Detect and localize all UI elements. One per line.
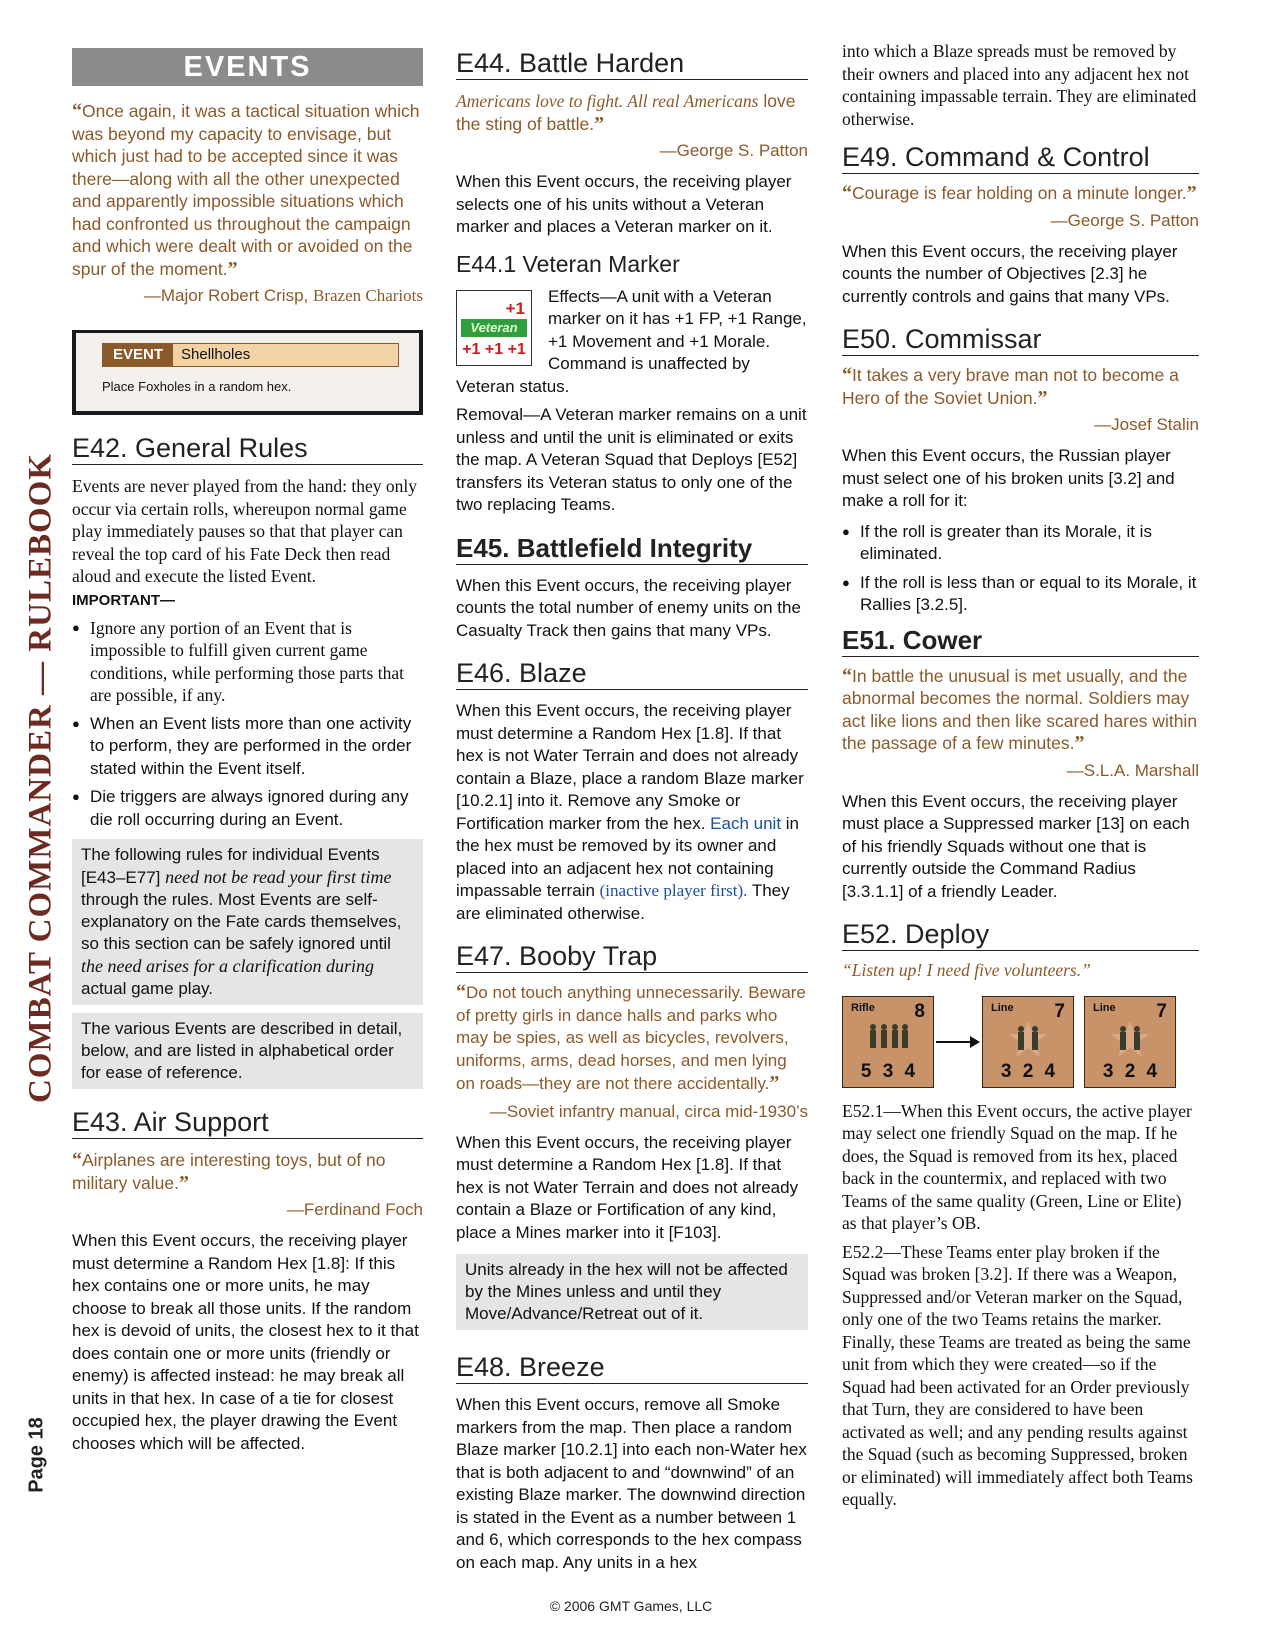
e52-heading: E52. Deploy <box>842 919 1199 951</box>
e47-note-box: Units already in the hex will not be affected by the Mines unless and until they Move/Advance/Retreat out of it. <box>456 1254 808 1330</box>
important-label: IMPORTANT— <box>72 591 176 609</box>
note-box-reading: The following rules for individual Events [E43–E77] need not be read your first time through the rules. Most Events are self-explanatory on the Fate cards themselves, so this section can be safely ignored until the need arises for a clarification during actual game play. <box>72 839 423 1005</box>
e50-attribution: —Josef Stalin <box>1094 415 1199 434</box>
e45-body: When this Event occurs, the receiving player counts the total number of enemy units on the Casualty Track then gains that many VPs. <box>456 575 801 640</box>
opening-quote-attribution: —Major Robert Crisp, Brazen Chariots <box>143 286 423 305</box>
e46-body: When this Event occurs, the receiving player must determine a Random Hex [1.8]. If that hex is not Water Terrain and does not already contain a Blaze, place a random Blaze marker [10.2.1] into it. Remove any Smoke or Fortification marker from the hex. Each unit in the hex must be removed by its owner and placed into an adjacent hex not containing impassable terrain (inactive player first). They are eliminated otherwise. <box>456 701 804 923</box>
e522-body: E52.2—These Teams enter play broken if the Squad was broken [3.2]. If there was a Weapon, Suppressed and/or Veteran marker on the Squad, only one of the two Teams retains the marker. Finally, these Teams are treated as being the same unit from which they were created—so if the Squad had been activated for an Order previously that Turn, they are considered to have been activated as well; and any pending results against the Squad (such as becoming Suppressed, broken or eliminated) will immediately affect both Teams equally. <box>842 1241 1193 1509</box>
e46-heading: E46. Blaze <box>456 658 808 690</box>
e50-bullet-list <box>842 521 1199 617</box>
e50-quote: “It takes a very brave man not to become a Hero of the Soviet Union.” <box>842 364 1179 409</box>
deploy-counters-illustration <box>842 996 1199 1088</box>
note-box-order: The various Events are described in detail, below, and are listed in alphabetical order for ease of reference. <box>72 1013 423 1089</box>
e47-quote: “Do not touch anything unnecessarily. Beware of pretty girls in dance halls and parks who may be spies, as well as bicycles, revolvers, uniforms, arms, dead horses, and men lying on roads—they are not there accidentally.” <box>456 981 806 1094</box>
e50-heading: E50. Commissar <box>842 324 1199 356</box>
line-team-counter: Line 7 3 2 4 <box>1084 996 1176 1088</box>
e42-heading: E42. General Rules <box>72 433 423 465</box>
e42-body: Events are never played from the hand: they only occur via certain rolls, whereupon normal game play immediately pauses so that that player can reveal the top card of his Fate Deck then read aloud and execute the listed Event. <box>72 476 418 586</box>
event-card-tag: EVENT <box>103 344 173 366</box>
e44-heading: E44. Battle Harden <box>456 48 808 80</box>
e52-quote: “Listen up! I need five volunteers.” <box>842 960 1091 980</box>
arrow-right-icon <box>934 1032 982 1052</box>
list-item: ● Die triggers are always ignored during any die roll occurring during an Event. <box>72 786 423 831</box>
column-3 <box>842 40 1199 1511</box>
e48-body: When this Event occurs, remove all Smoke markers from the map. Then place a random Blaze marker [10.2.1] into each non-Water hex that is both adjacent to and “downwind” of an existing Blaze marker. The downwind direction is stated in the Event as a number between 1 and 6, which corresponds to the hex compass on each map. Any units in a hex <box>456 1395 807 1572</box>
column-1 <box>72 40 423 1455</box>
e47-heading: E47. Booby Trap <box>456 941 808 973</box>
e47-body: When this Event occurs, the receiving player must determine a Random Hex [1.8]. If that hex is not Water Terrain and does not already contain a Blaze or Fortification of any kind, place a Mines marker into it [F103]. <box>456 1132 799 1242</box>
soldiers-icon <box>1005 1021 1051 1059</box>
e521-body: E52.1—When this Event occurs, the active player may select one friendly Squad on the map. If he does, the Squad is removed from its hex, placed back in the countermix, and replaced with two Teams of the same quality (Green, Line or Elite) as that player’s OB. <box>842 1100 1192 1233</box>
opening-quote: “Once again, it was a tactical situation which was beyond my capacity to envisage, but which just had to be accepted since it was there—along with all the other unexpected and apparently impossible situations which had confronted us throughout the campaign and which were dealt with or avoided on the spur of the moment.” <box>72 100 420 280</box>
e51-quote: “In battle the unusual is met usually, and the abnormal becomes the normal. Soldiers may act like lions and then like scared hares within the passage of a few minutes.” <box>842 664 1198 754</box>
sample-event-card <box>72 330 423 415</box>
list-item: ● Ignore any portion of an Event that is impossible to fulfill given current game conditions, while performing those parts that are possible, if any. <box>72 617 423 707</box>
e441-effects: Effects—A unit with a Veteran marker on it has +1 FP, +1 Range, +1 Movement and +1 Morale. Command is unaffected by Veteran status. <box>456 286 807 396</box>
e49-attribution: —George S. Patton <box>1050 210 1199 230</box>
veteran-marker-icon: +1 Veteran +1 +1 +1 <box>456 290 532 366</box>
e43-attribution: —Ferdinand Foch <box>286 1200 423 1219</box>
page-number: Page 18 <box>25 1417 48 1493</box>
rulebook-side-title: COMBAT COMMANDER — RULEBOOK <box>22 452 59 1104</box>
e48-heading: E48. Breeze <box>456 1352 808 1384</box>
soldiers-icon <box>865 1021 911 1059</box>
e43-quote: “Airplanes are interesting toys, but of no military value.” <box>72 1149 386 1194</box>
line-team-counter: Line 7 3 2 4 <box>982 996 1074 1088</box>
list-item: ● If the roll is greater than its Morale, it is eliminated. <box>842 521 1199 566</box>
e47-attribution: —Soviet infantry manual, circa mid-1930’s <box>489 1101 808 1121</box>
e441-removal: Removal—A Veteran marker remains on a unit unless and until the unit is eliminated or exits the map. A Veteran Squad that Deploys [E52] transfers its Veteran status to only one of the two replacing Teams. <box>456 405 807 514</box>
events-banner: EVENTS <box>72 48 423 86</box>
e441-heading: E44.1 Veteran Marker <box>456 250 680 277</box>
e50-body: When this Event occurs, the Russian player must select one of his broken units [3.2] and make a roll for it: <box>842 446 1175 510</box>
e51-heading: E51. Cower <box>842 625 1199 657</box>
e48-body-continued: into which a Blaze spreads must be removed by their owners and placed into any adjacent hex not containing impassable terrain. They are eliminated otherwise. <box>842 41 1197 129</box>
event-card-text: Place Foxholes in a random hex. <box>102 379 292 394</box>
copyright-footer: © 2006 GMT Games, LLC <box>549 1598 713 1614</box>
event-card-name: Shellholes <box>181 346 251 363</box>
e49-heading: E49. Command & Control <box>842 142 1199 174</box>
e44-body: When this Event occurs, the receiving player selects one of his units without a Veteran marker and places a Veteran marker on it. <box>456 172 792 236</box>
list-item: ● If the roll is less than or equal to its Morale, it Rallies [3.2.5]. <box>842 572 1199 617</box>
rifle-squad-counter: Rifle 8 5 3 4 <box>842 996 934 1088</box>
e44-quote: Americans love to fight. All real Americans love the sting of battle.” <box>456 91 796 135</box>
e42-bullet-list <box>72 617 423 832</box>
e51-attribution: —S.L.A. Marshall <box>1066 760 1199 780</box>
e44-attribution: —George S. Patton <box>659 141 808 160</box>
list-item: ● When an Event lists more than one activity to perform, they are performed in the order stated within the Event itself. <box>72 713 423 781</box>
soldiers-icon <box>1107 1021 1153 1059</box>
e49-body: When this Event occurs, the receiving player counts the number of Objectives [2.3] he currently controls and gains that many VPs. <box>842 241 1178 306</box>
e43-body: When this Event occurs, the receiving player must determine a Random Hex [1.8]: If this hex contains one or more units, he may choose to break all those units. If the random hex is devoid of units, the closest hex to it that does contain one or more units (friendly or enemy) is affected instead: he may break all units in that hex. In case of a tie for closest occupied hex, the player drawing the Event chooses which will be affected. <box>72 1231 419 1453</box>
e45-heading: E45. Battlefield Integrity <box>456 533 808 565</box>
column-2 <box>456 40 808 1574</box>
e43-heading: E43. Air Support <box>72 1107 423 1139</box>
e51-body: When this Event occurs, the receiving player must place a Suppressed marker [13] on each of his friendly Squads without one that is currently outside the Command Radius [3.3.1.1] of a friendly Leader. <box>842 791 1190 901</box>
e49-quote: “Courage is fear holding on a minute longer.” <box>842 182 1197 204</box>
